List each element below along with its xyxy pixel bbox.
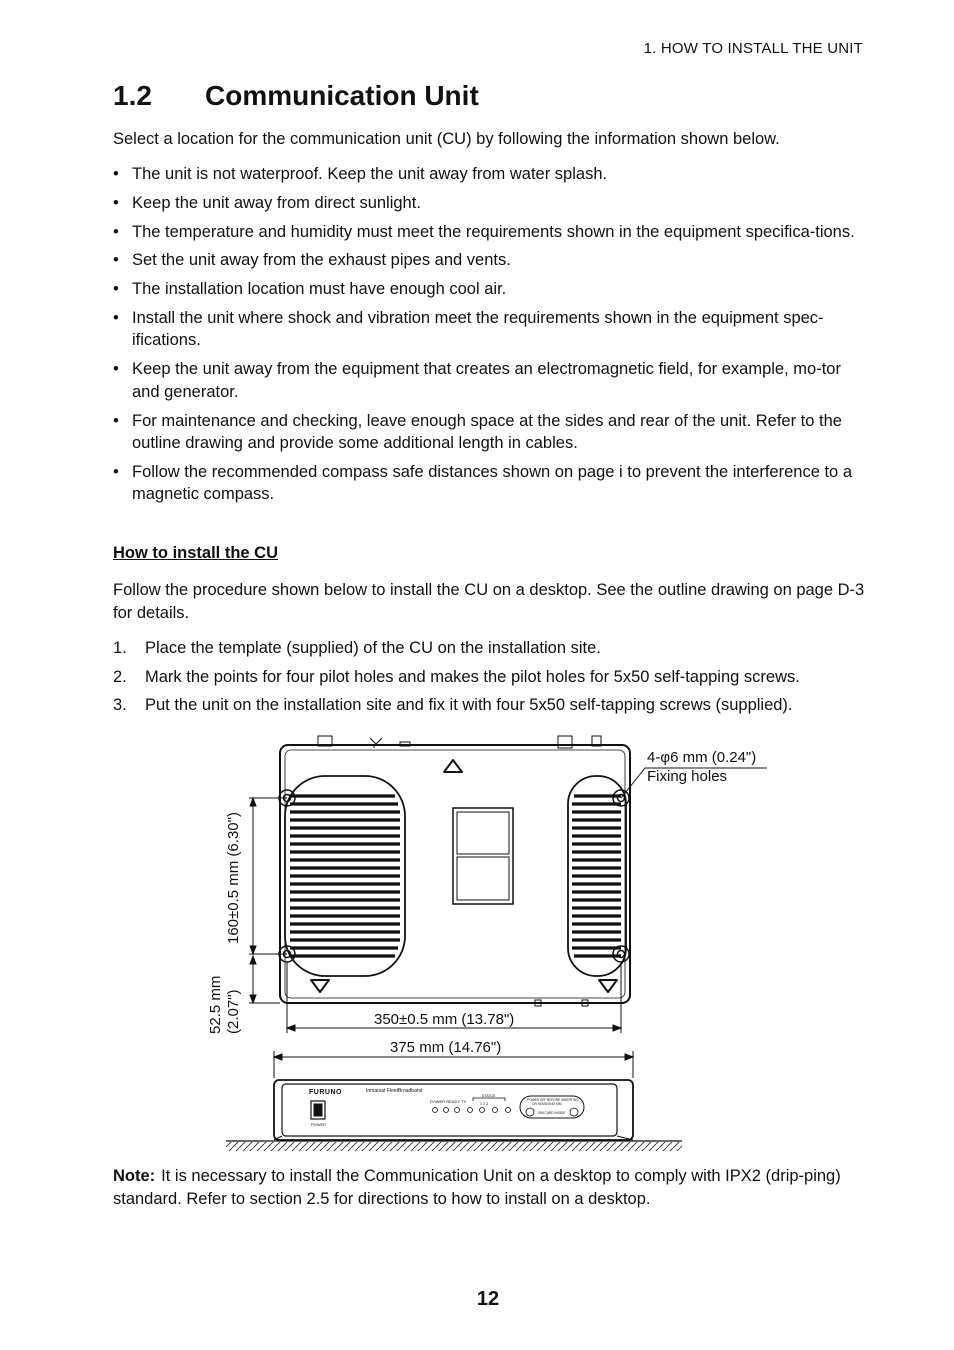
installation-figure — [190, 728, 790, 1159]
dim-160-label: 160±0.5 mm (6.30") — [225, 812, 242, 944]
indicator-labels: POWER READY TX — [430, 1099, 467, 1104]
intro-paragraph: Select a location for the communication unit (CU) by following the information shown below. — [113, 130, 780, 148]
subsection-heading: How to install the CU — [113, 544, 278, 562]
list-item: • Set the unit away from the exhaust pipes and vents. — [113, 249, 865, 272]
dim-52-label-1: 52.5 mm — [207, 975, 224, 1034]
list-item: • Keep the unit away from the equipment that creates an electromagnetic field, for example, mo-tor and generator. — [113, 358, 865, 403]
fixing-holes-label: Fixing holes — [647, 768, 728, 785]
note-text: It is necessary to install the Communication Unit on a desktop to comply with IPX2 (drip-ping) standard. Refer to section 2.5 for directions to how to install on a desktop. — [113, 1167, 841, 1208]
dim-350-label: 350±0.5 mm (13.78") — [374, 1011, 515, 1028]
section-title — [113, 80, 479, 112]
dim-52-label-2: (2.07") — [225, 989, 242, 1034]
top-view — [279, 736, 630, 1006]
power-label: POWER — [311, 1122, 327, 1127]
hole-spec-label: 4-φ6 mm (0.24") — [647, 749, 757, 766]
note-label: Note: — [113, 1167, 156, 1185]
desktop-surface — [226, 1141, 682, 1151]
dim-375-label: 375 mm (14.76") — [390, 1039, 502, 1056]
status-numbers: 1 2 3 — [480, 1102, 488, 1106]
step-number: 1. — [113, 639, 127, 657]
brand-logo-text: FURUNO — [309, 1089, 342, 1096]
installation-steps — [113, 637, 865, 723]
section-number: 1.2 — [113, 80, 152, 111]
status-label: STATUS — [482, 1094, 496, 1098]
page-number: 12 — [476, 1288, 500, 1310]
list-item: • For maintenance and checking, leave enough space at the sides and rear of the unit. Refer to the outline drawing and provide some additional length in cables. — [113, 410, 865, 455]
list-item: • Install the unit where shock and vibration meet the requirements shown in the equipment spec-ifications. — [113, 307, 865, 352]
step-item — [113, 637, 865, 660]
product-name: Inmarsat FleetBroadband — [366, 1088, 423, 1094]
step-text: Place the template (supplied) of the CU on the installation site. — [145, 639, 601, 657]
step-text: Put the unit on the installation site and fix it with four 5x50 self-tapping screws (supplied). — [145, 696, 793, 714]
sim-card-label: SIM CARD INSIDE — [538, 1111, 566, 1115]
step-text: Mark the points for four pilot holes and makes the pilot holes for 5x50 self-tapping screws. — [145, 667, 800, 686]
location-requirements-list — [113, 163, 865, 512]
sim-warning-1: POWER OFF BEFORE INSERTING — [527, 1098, 579, 1102]
list-item: • Keep the unit away from direct sunlight. — [113, 192, 865, 215]
running-head: 1. HOW TO INSTALL THE UNIT — [643, 40, 863, 57]
step-item — [113, 666, 865, 689]
step-number: 2. — [113, 667, 127, 686]
procedure-intro: Follow the procedure shown below to install the CU on a desktop. See the outline drawing on page D-3 for details. — [113, 581, 865, 622]
step-number: 3. — [113, 696, 127, 714]
list-item: • Follow the recommended compass safe distances shown on page i to prevent the interference to a magnetic compass. — [113, 461, 865, 506]
section-title-text: Communication Unit — [205, 80, 479, 111]
step-item — [113, 694, 865, 717]
vertical-dimension — [249, 798, 287, 1003]
list-item: • The temperature and humidity must meet the requirements shown in the equipment specifica-tions. — [113, 221, 865, 244]
list-item: • The unit is not waterproof. Keep the unit away from water splash. — [113, 163, 865, 186]
note-paragraph — [113, 1165, 865, 1210]
list-item: • The installation location must have enough cool air. — [113, 278, 865, 301]
cu-outline-drawing — [190, 728, 790, 1154]
sim-warning-2: OR REMOVING SIM — [532, 1102, 562, 1106]
